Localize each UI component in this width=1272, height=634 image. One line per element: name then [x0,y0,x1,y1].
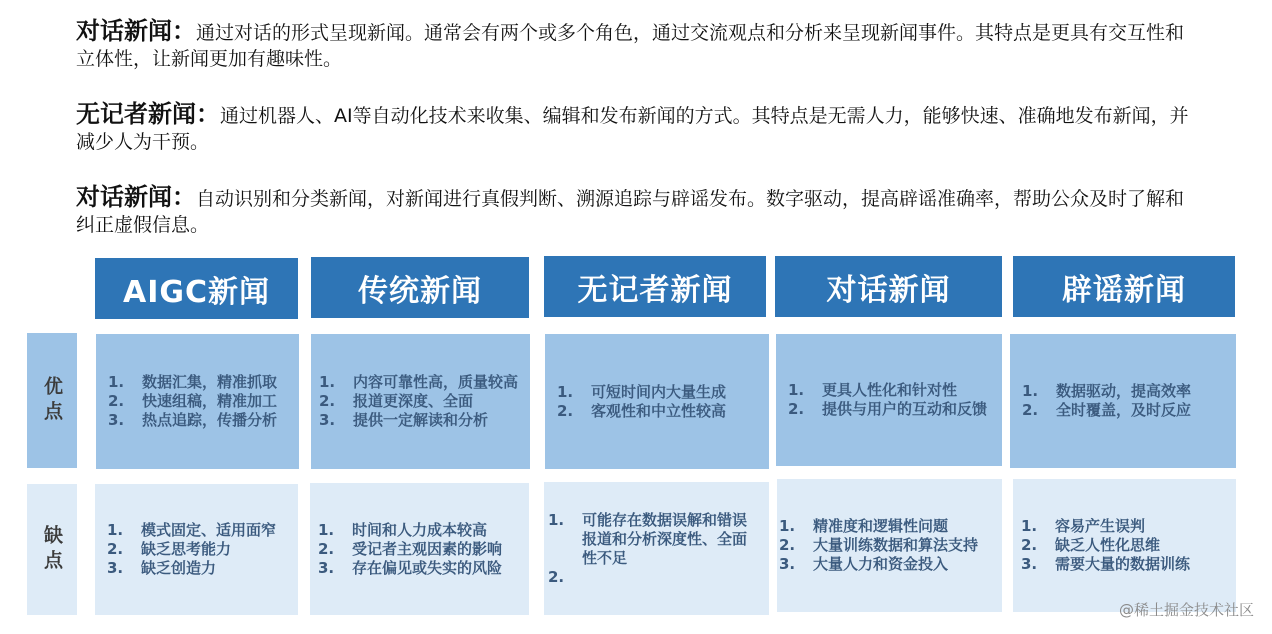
row-label-pros [27,333,77,468]
list-item: 2. 全时覆盖，及时反应 [1022,401,1192,419]
list-item: 3. 需要大量的数据训练 [1021,555,1191,573]
row-label-text: 缺点 [41,524,63,575]
list-item: 3. 缺乏创造力 [107,559,217,577]
list-item: 1. 数据驱动，提高效率 [1022,382,1192,400]
list-item: 2. 受记者主观因素的影响 [318,539,503,558]
pros-cell-aigc [96,334,299,469]
intro-text: 通过对话的形式呈现新闻。通常会有两个或多个角色，通过交流观点和分析来呈现新闻事件。其特点是更具有交互性和立体性，让新闻更加有趣味性。 [76,22,1185,70]
list-item: 2. [548,567,565,586]
list-item: 3. 热点追踪，传播分析 [108,411,278,429]
list-item: 1. 内容可靠性高，质量较高 [319,373,519,391]
list-item: 1. 精准度和逻辑性问题 [779,517,949,535]
list-item: 1. 模式固定、适用面窄 [107,521,277,539]
column-header-no-reporter: 无记者新闻 [544,256,766,317]
list-item: 1. 数据汇集，精准抓取 [108,373,278,391]
intro-paragraph-no-reporter [76,101,1201,155]
row-label-cons [27,484,77,615]
column-header-aigc: AIGC新闻 [95,258,298,319]
cons-cell-no-reporter [544,482,769,615]
intro-paragraph-dialogue [76,18,1201,72]
intro-term: 无记者新闻： [76,100,220,128]
row-label-text: 优点 [41,375,63,426]
list-item: 2. 大量训练数据和算法支持 [779,536,979,554]
list-item: 2. 缺乏人性化思维 [1021,536,1161,554]
cons-cell-traditional [310,483,529,615]
watermark: @稀土掘金技术社区 [1118,601,1254,619]
cons-cell-dialogue [777,479,1002,612]
list-item: 3. 存在偏见或失实的风险 [318,558,503,577]
intro-term: 对话新闻： [76,17,196,45]
list-item: 2. 缺乏思考能力 [107,540,232,558]
intro-term: 对话新闻： [76,183,196,211]
pros-cell-no-reporter [545,334,769,469]
intro-text: 自动识别和分类新闻，对新闻进行真假判断、溯源追踪与辟谣发布。数字驱动，提高辟谣准确率，帮助公众及时了解和纠正虚假信息。 [76,188,1185,236]
column-header-rumor: 辟谣新闻 [1013,256,1235,317]
list-item: 1. 容易产生误判 [1021,517,1146,535]
list-item: 1. 时间和人力成本较高 [318,520,488,539]
list-item: 1. 可能存在数据误解和错误报道和分析深度性、全面性不足 [548,510,748,567]
list-item: 1. 可短时间内大量生成 [557,382,727,401]
pros-cell-rumor [1010,334,1236,468]
list-item: 1. 更具人性化和针对性 [788,381,958,399]
intro-paragraph-rumor [76,184,1201,238]
cons-cell-aigc [95,484,298,615]
column-header-dialogue: 对话新闻 [775,256,1002,317]
list-item: 2. 报道更深度、全面 [319,392,474,410]
list-item: 2. 客观性和中立性较高 [557,401,727,420]
cons-cell-rumor [1013,479,1236,612]
list-item: 2. 快速组稿，精准加工 [108,392,278,410]
intro-text: 通过机器人、AI等自动化技术来收集、编辑和发布新闻的方式。其特点是无需人力，能够快速、准确地发布新闻，并减少人为干预。 [76,105,1189,153]
list-item: 3. 提供一定解读和分析 [319,411,489,429]
list-item: 3. 大量人力和资金投入 [779,555,949,573]
list-item: 2. 提供与用户的互动和反馈 [788,400,988,418]
pros-cell-dialogue [776,334,1002,466]
pros-cell-traditional [311,334,530,469]
column-header-traditional: 传统新闻 [311,257,529,318]
